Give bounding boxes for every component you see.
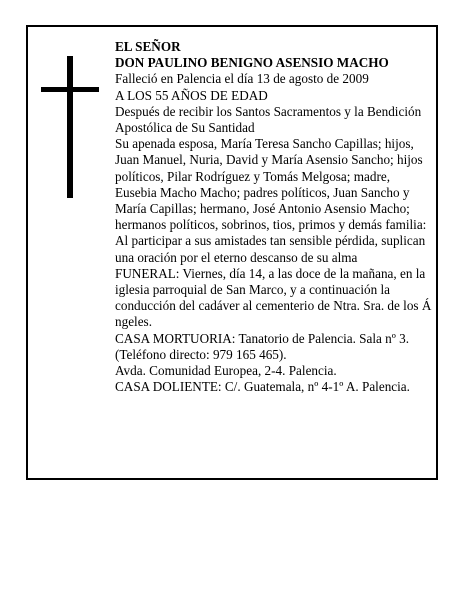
- cross-horizontal-bar: [41, 87, 99, 92]
- obituary-text: [115, 39, 435, 395]
- prayer-request: Al participar a sus amistades tan sensible pérdida, suplican una oración por el eterno descanso de su alma: [115, 233, 426, 265]
- sacraments-line: Después de recibir los Santos Sacramentos y la Bendición Apostólica de Su Santidad: [115, 103, 422, 136]
- funeral-details: FUNERAL: Viernes, día 14, a las doce de la mañana, en la iglesia parroquial de San Marco, y a continuación la conducción del cadáver al cementerio de Ntra. Sra. de los Á ngeles.: [115, 265, 432, 330]
- mortuary-address: Avda. Comunidad Europea, 2-4. Palencia.: [115, 363, 337, 379]
- latin-cross-icon: [41, 56, 99, 198]
- family-list: Su apenada esposa, María Teresa Sancho Capillas; hijos, Juan Manuel, Nuria, David y María Asensio Sancho; hijos políticos, Pilar Rodríguez y Tomás Melgosa; madre, Eusebia Macho Macho; padres políticos, Juan Sancho y María Capillas; hermano, José Antonio Asensio Macho; hermanos políticos, sobrinos, tios, primos y demás familia:: [115, 136, 427, 233]
- deceased-name: DON PAULINO BENIGNO ASENSIO MACHO: [115, 55, 389, 71]
- title-line-honorific: EL SEÑOR: [115, 39, 181, 54]
- family-home-address: CASA DOLIENTE: C/. Guatemala, nº 4-1º A. Palencia.: [115, 379, 410, 395]
- death-date: Falleció en Palencia el día 13 de agosto de 2009: [115, 71, 369, 87]
- age-line: A LOS 55 AÑOS DE EDAD: [115, 87, 268, 103]
- cross-vertical-bar: [67, 56, 73, 198]
- mortuary-details: CASA MORTUORIA: Tanatorio de Palencia. Sala nº 3. (Teléfono directo: 979 165 465).: [115, 330, 410, 362]
- obituary-notice: [26, 25, 438, 480]
